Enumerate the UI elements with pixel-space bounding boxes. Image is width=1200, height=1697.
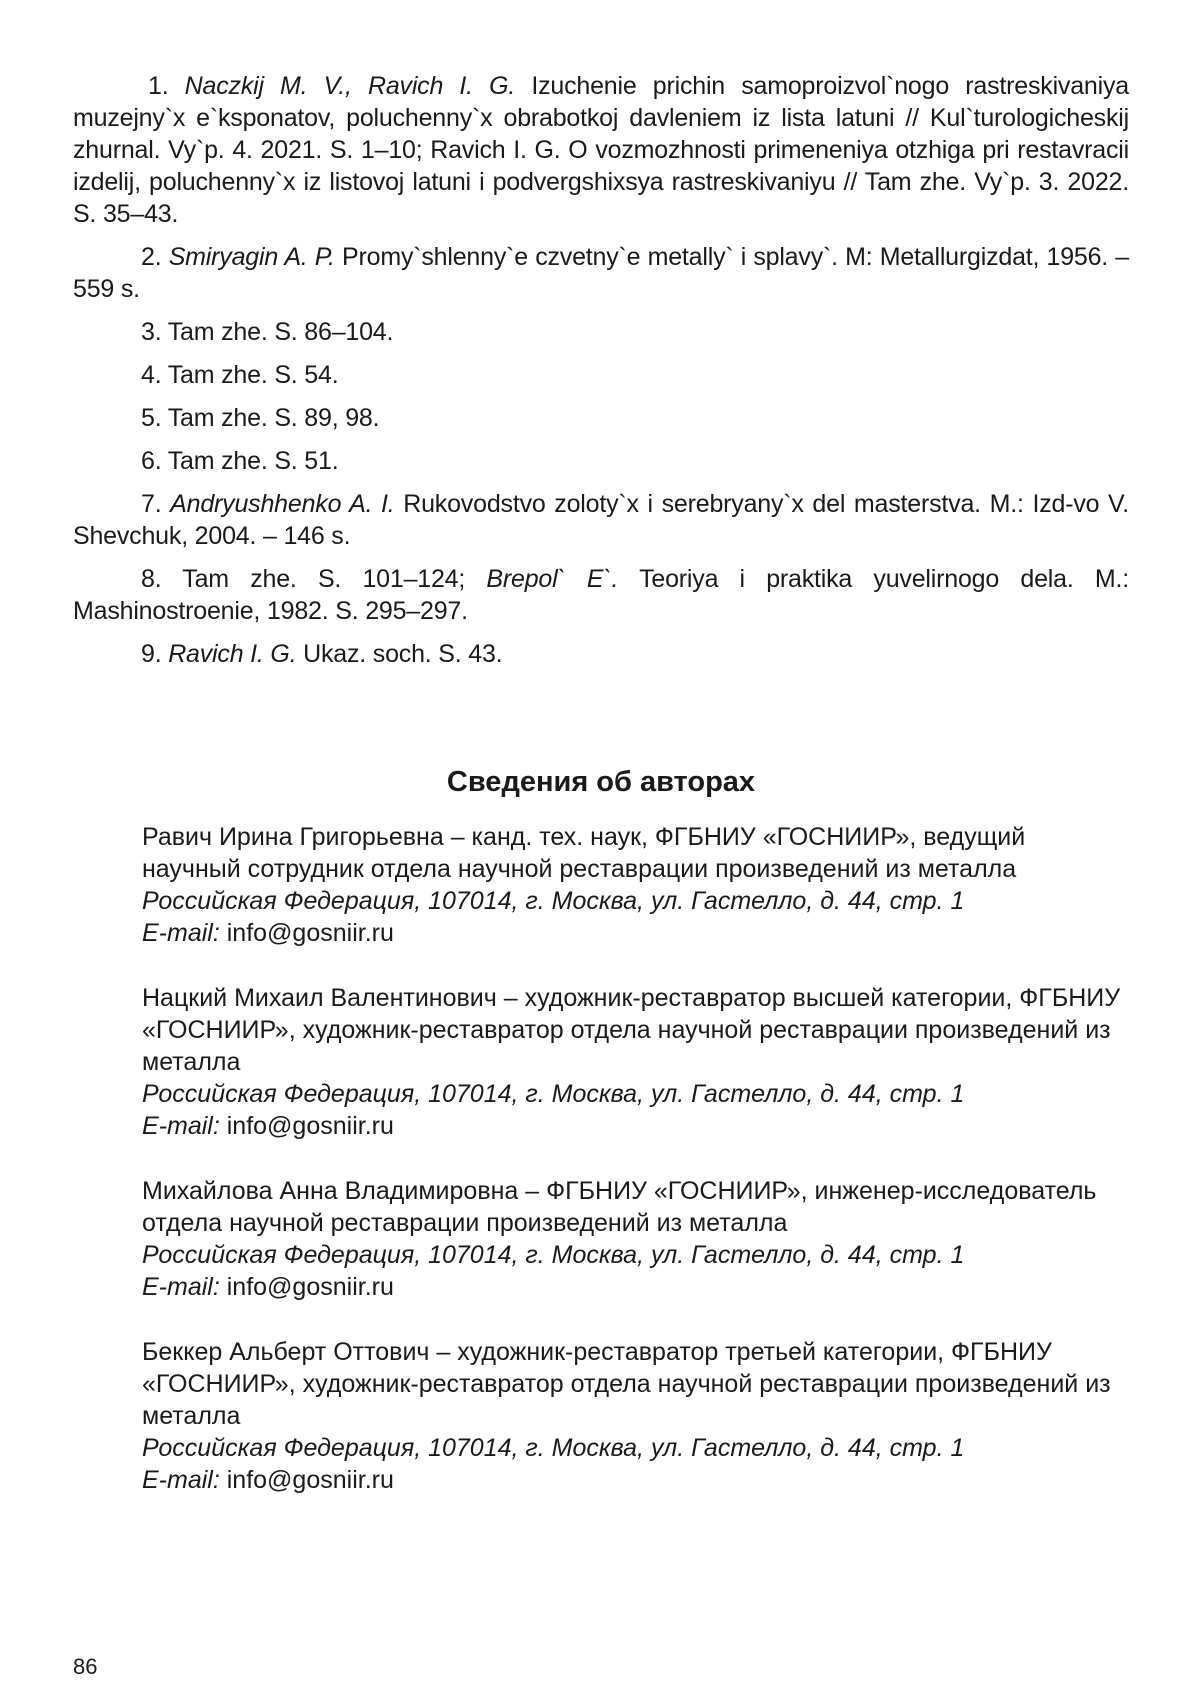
author-description: Михайлова Анна Владимировна – ФГБНИУ «ГОСНИИР», инженер-исследователь отдела научной реставрации произведений из металла [142, 1177, 1097, 1237]
reference-number: 8. [141, 565, 162, 593]
reference-item [73, 445, 1129, 477]
author-address: Российская Федерация, 107014, г. Москва, ул. Гастелло, д. 44, стр. 1 [142, 1434, 965, 1462]
reference-text: Teoriya i praktika yuvelirnogo dela. M.: Mashinostroenie, 1982. S. 295–297. [73, 565, 1129, 625]
references-list [73, 70, 1129, 681]
author-email-line [142, 917, 1127, 949]
reference-author: Smiryagin A. P. [168, 243, 335, 271]
email-label: E-mail: [142, 1466, 220, 1494]
reference-number: 9. [141, 640, 162, 668]
author-description: Беккер Альберт Оттович – художник-реставратор третьей категории, ФГБНИУ «ГОСНИИР», художник-реставратор отдела научной реставрации произведений из металла [142, 1338, 1111, 1430]
reference-item [73, 488, 1129, 552]
email-label: E-mail: [142, 1273, 220, 1301]
reference-author: Naczkij M. V., Ravich I. G. [184, 72, 516, 100]
authors-list [142, 821, 1127, 1529]
reference-text: Rukovodstvo zoloty`x i serebryany`x del masterstva. M.: Izd-vo V. Shevchuk, 2004. – 146 s. [73, 490, 1129, 550]
author-email-line [142, 1271, 1127, 1303]
reference-item [73, 359, 1129, 391]
reference-number: 1. [148, 72, 169, 100]
author-entry [142, 982, 1127, 1142]
reference-text: Izuchenie prichin samoproizvol`nogo rastreskivaniya muzejny`x e`ksponatov, poluchenny`x obrabotkoj davleniem iz lista latuni // Kul`turologicheskij zhurnal. Vy`p. 4. 2021. S. 1–10; Ravich I. G. O vozmozhnosti primeneniya otzhiga pri restavracii izdelij, poluchenny`x iz listovoj latuni i podvergshixsya rastreskivaniyu // Tam zhe. Vy`p. 3. 2022. S. 35–43. [73, 72, 1129, 228]
reference-item [73, 70, 1129, 230]
reference-author: Andryushhenko A. I. [170, 490, 395, 518]
reference-author: Brepol` E`. [486, 565, 619, 593]
reference-number: 5. [141, 404, 162, 432]
reference-item [73, 241, 1129, 305]
author-description: Нацкий Михаил Валентинович – художник-реставратор высшей категории, ФГБНИУ «ГОСНИИР», художник-реставратор отдела научной реставрации произведений из металла [142, 984, 1121, 1076]
author-entry [142, 821, 1127, 949]
author-email-line [142, 1464, 1127, 1496]
author-email[interactable]: info@gosniir.ru [219, 919, 394, 947]
reference-item [73, 316, 1129, 348]
reference-number: 6. [141, 447, 162, 475]
author-email[interactable]: info@gosniir.ru [219, 1273, 394, 1301]
reference-item [73, 638, 1129, 670]
reference-text: Promy`shlenny`e czvetny`e metally` i splavy`. M: Metallurgizdat, 1956. – 559 s. [73, 243, 1129, 303]
reference-number: 4. [141, 361, 162, 389]
page-number: 86 [73, 1654, 98, 1679]
author-email[interactable]: info@gosniir.ru [219, 1466, 394, 1494]
author-email[interactable]: info@gosniir.ru [219, 1112, 394, 1140]
author-email-line [142, 1110, 1127, 1142]
author-description: Равич Ирина Григорьевна – канд. тех. наук, ФГБНИУ «ГОСНИИР», ведущий научный сотрудник отдела научной реставрации произведений из металла [142, 823, 1026, 883]
reference-item [73, 563, 1129, 627]
author-entry [142, 1336, 1127, 1496]
author-address: Российская Федерация, 107014, г. Москва, ул. Гастелло, д. 44, стр. 1 [142, 887, 965, 915]
reference-text: Tam zhe. S. 86–104. [167, 318, 394, 346]
authors-heading: Сведения об авторах [446, 766, 756, 798]
email-label: E-mail: [142, 919, 220, 947]
reference-text: Tam zhe. S. 89, 98. [167, 404, 380, 432]
email-label: E-mail: [142, 1112, 220, 1140]
reference-item [73, 402, 1129, 434]
author-address: Российская Федерация, 107014, г. Москва, ул. Гастелло, д. 44, стр. 1 [142, 1080, 965, 1108]
author-entry [142, 1175, 1127, 1303]
reference-number: 3. [141, 318, 162, 346]
reference-number: 7. [141, 490, 162, 518]
reference-text: Tam zhe. S. 54. [167, 361, 339, 389]
reference-text: Tam zhe. S. 51. [167, 447, 339, 475]
reference-number: 2. [141, 243, 162, 271]
reference-prefix: Tam zhe. S. 101–124; [182, 565, 487, 593]
reference-author: Ravich I. G. [168, 640, 297, 668]
author-address: Российская Федерация, 107014, г. Москва, ул. Гастелло, д. 44, стр. 1 [142, 1241, 965, 1269]
reference-text: Ukaz. soch. S. 43. [296, 640, 503, 668]
